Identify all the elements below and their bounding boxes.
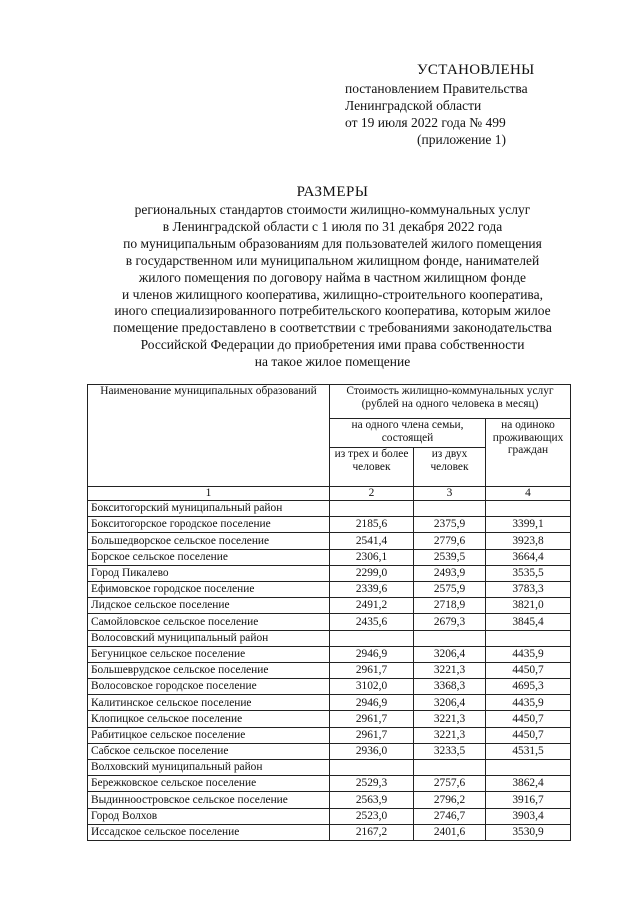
cost-three-plus: 2529,3 bbox=[330, 776, 414, 792]
cost-single: 4435,9 bbox=[486, 646, 571, 662]
cost-single: 4435,9 bbox=[486, 695, 571, 711]
table-row bbox=[88, 549, 571, 565]
municipality-name: Бокситогорское городское поселение bbox=[88, 517, 330, 533]
cost-two: 2796,2 bbox=[414, 792, 486, 808]
municipality-name: Самойловское сельское поселение bbox=[88, 614, 330, 630]
district-name: Волховский муниципальный район bbox=[88, 760, 330, 776]
cost-three-plus: 2435,6 bbox=[330, 614, 414, 630]
cost-three-plus: 2961,7 bbox=[330, 727, 414, 743]
cost-single: 3821,0 bbox=[486, 598, 571, 614]
municipality-name: Бережковское сельское поселение bbox=[88, 776, 330, 792]
empty-cell bbox=[486, 760, 571, 776]
empty-cell bbox=[414, 760, 486, 776]
cost-two: 2575,9 bbox=[414, 581, 486, 597]
table-row bbox=[88, 533, 571, 549]
cost-single: 3923,8 bbox=[486, 533, 571, 549]
cost-two: 2757,6 bbox=[414, 776, 486, 792]
empty-cell bbox=[414, 501, 486, 517]
approval-annex: (приложение 1) bbox=[417, 132, 507, 147]
table-row bbox=[88, 776, 571, 792]
cost-single: 3916,7 bbox=[486, 792, 571, 808]
table-row bbox=[88, 662, 571, 678]
cost-three-plus: 2339,6 bbox=[330, 581, 414, 597]
municipality-name: Борское сельское поселение bbox=[88, 549, 330, 565]
municipality-name: Город Пикалево bbox=[88, 565, 330, 581]
district-name: Бокситогорский муниципальный район bbox=[88, 501, 330, 517]
header-two: из двух человек bbox=[414, 448, 486, 487]
cost-single: 4531,5 bbox=[486, 743, 571, 759]
document-title: РАЗМЕРЫ bbox=[296, 184, 369, 200]
cost-two: 2493,9 bbox=[414, 565, 486, 581]
cost-two: 3206,4 bbox=[414, 695, 486, 711]
empty-cell bbox=[486, 630, 571, 646]
cost-single: 3535,5 bbox=[486, 565, 571, 581]
municipality-name: Бегуницкое сельское поселение bbox=[88, 646, 330, 662]
empty-cell bbox=[414, 630, 486, 646]
municipality-name: Выдинноостровское сельское поселение bbox=[88, 792, 330, 808]
table-row bbox=[88, 727, 571, 743]
empty-cell bbox=[486, 501, 571, 517]
approval-heading: УСТАНОВЛЕНЫ bbox=[417, 62, 535, 78]
district-name: Волосовский муниципальный район bbox=[88, 630, 330, 646]
cost-three-plus: 2946,9 bbox=[330, 646, 414, 662]
empty-cell bbox=[330, 501, 414, 517]
column-number: 1 bbox=[88, 487, 330, 501]
municipality-name: Волосовское городское поселение bbox=[88, 679, 330, 695]
table-row bbox=[88, 792, 571, 808]
column-number: 4 bbox=[486, 487, 571, 501]
table-row bbox=[88, 565, 571, 581]
cost-two: 3221,3 bbox=[414, 662, 486, 678]
table-row bbox=[88, 824, 571, 840]
cost-two: 3221,3 bbox=[414, 727, 486, 743]
cost-three-plus: 2491,2 bbox=[330, 598, 414, 614]
cost-three-plus: 2946,9 bbox=[330, 695, 414, 711]
header-single: на одиноко проживающих граждан bbox=[486, 419, 571, 487]
cost-single: 3399,1 bbox=[486, 517, 571, 533]
municipality-name: Город Волхов bbox=[88, 808, 330, 824]
table-row bbox=[88, 517, 571, 533]
table-row bbox=[88, 711, 571, 727]
municipality-name: Лидское сельское поселение bbox=[88, 598, 330, 614]
cost-single: 3783,3 bbox=[486, 581, 571, 597]
column-number-row bbox=[88, 487, 571, 501]
cost-three-plus: 2961,7 bbox=[330, 662, 414, 678]
cost-single: 3845,4 bbox=[486, 614, 571, 630]
cost-single: 3903,4 bbox=[486, 808, 571, 824]
cost-single: 4450,7 bbox=[486, 711, 571, 727]
cost-two: 2401,6 bbox=[414, 824, 486, 840]
empty-cell bbox=[330, 630, 414, 646]
cost-two: 2539,5 bbox=[414, 549, 486, 565]
municipality-name: Иссадское сельское поселение bbox=[88, 824, 330, 840]
cost-three-plus: 2167,2 bbox=[330, 824, 414, 840]
cost-three-plus: 2306,1 bbox=[330, 549, 414, 565]
column-number: 3 bbox=[414, 487, 486, 501]
cost-three-plus: 2563,9 bbox=[330, 792, 414, 808]
table-row bbox=[88, 679, 571, 695]
header-three-plus: из трех и более человек bbox=[330, 448, 414, 487]
table-row bbox=[88, 581, 571, 597]
table-body bbox=[88, 501, 571, 841]
approval-line-2: Ленинградской области bbox=[345, 98, 482, 113]
municipality-name: Сабское сельское поселение bbox=[88, 743, 330, 759]
cost-two: 2375,9 bbox=[414, 517, 486, 533]
approval-stamp bbox=[345, 62, 615, 148]
table-row bbox=[88, 695, 571, 711]
table-row bbox=[88, 743, 571, 759]
cost-two: 3233,5 bbox=[414, 743, 486, 759]
municipality-name: Ефимовское городское поселение bbox=[88, 581, 330, 597]
cost-three-plus: 2541,4 bbox=[330, 533, 414, 549]
cost-single: 4450,7 bbox=[486, 662, 571, 678]
municipality-name: Калитинское сельское поселение bbox=[88, 695, 330, 711]
approval-line-3: от 19 июля 2022 года № 499 bbox=[345, 115, 506, 130]
district-row bbox=[88, 501, 571, 517]
municipality-name: Клопицкое сельское поселение bbox=[88, 711, 330, 727]
cost-three-plus: 2185,6 bbox=[330, 517, 414, 533]
cost-two: 3221,3 bbox=[414, 711, 486, 727]
table-row bbox=[88, 598, 571, 614]
municipality-name: Рабитицкое сельское поселение bbox=[88, 727, 330, 743]
column-number: 2 bbox=[330, 487, 414, 501]
cost-three-plus: 2936,0 bbox=[330, 743, 414, 759]
cost-three-plus: 3102,0 bbox=[330, 679, 414, 695]
table-row bbox=[88, 808, 571, 824]
table-row bbox=[88, 614, 571, 630]
cost-single: 3664,4 bbox=[486, 549, 571, 565]
cost-single: 3530,9 bbox=[486, 824, 571, 840]
cost-single: 3862,4 bbox=[486, 776, 571, 792]
cost-three-plus: 2299,0 bbox=[330, 565, 414, 581]
header-per-member: на одного члена семьи, состоящей bbox=[330, 419, 486, 448]
header-cost: Стоимость жилищно-коммунальных услуг (рублей на одного человека в месяц) bbox=[330, 385, 571, 419]
municipality-name: Большедворское сельское поселение bbox=[88, 533, 330, 549]
cost-three-plus: 2961,7 bbox=[330, 711, 414, 727]
cost-two: 2779,6 bbox=[414, 533, 486, 549]
cost-two: 3368,3 bbox=[414, 679, 486, 695]
document-description: региональных стандартов стоимости жилищно-коммунальных услуг в Ленинградской области с 1 июля по 31 декабря 2022 года по муниципальным образованиям для пользователей жилого помещения в государственном или муниципальном жилищном фонде, нанимателей жилого помещения по договору найма в частном жилищном фонде и членов жилищного кооператива, жилищно-строительного кооператива, иного специализированного потребительского кооператива, которым жилое помещение предоставлено в соответствии с требованиями законодательства Российской Федерации до приобретения ими права собственности на такое жилое помещение bbox=[113, 202, 552, 370]
municipality-name: Большеврудское сельское поселение bbox=[88, 662, 330, 678]
header-municipality: Наименование муниципальных образований bbox=[88, 385, 330, 487]
cost-two: 2746,7 bbox=[414, 808, 486, 824]
cost-two: 3206,4 bbox=[414, 646, 486, 662]
standards-table bbox=[87, 384, 571, 841]
empty-cell bbox=[330, 760, 414, 776]
cost-single: 4695,3 bbox=[486, 679, 571, 695]
document-title-block bbox=[60, 183, 605, 371]
district-row bbox=[88, 760, 571, 776]
cost-two: 2718,9 bbox=[414, 598, 486, 614]
cost-two: 2679,3 bbox=[414, 614, 486, 630]
cost-three-plus: 2523,0 bbox=[330, 808, 414, 824]
table-row bbox=[88, 646, 571, 662]
cost-single: 4450,7 bbox=[486, 727, 571, 743]
approval-line-1: постановлением Правительства bbox=[345, 81, 528, 96]
district-row bbox=[88, 630, 571, 646]
